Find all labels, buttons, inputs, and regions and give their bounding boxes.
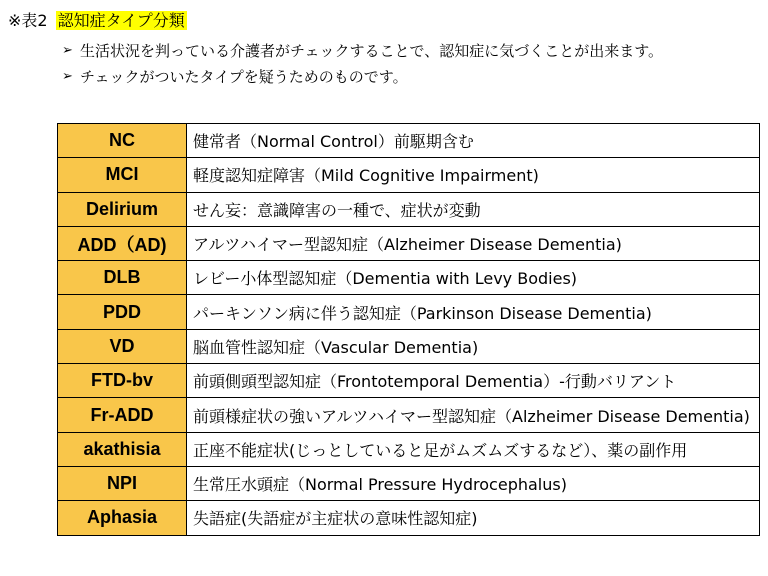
table-row <box>58 466 760 500</box>
table-row <box>58 398 760 432</box>
type-description: 健常者（Normal Control）前駆期含む <box>187 124 760 158</box>
bullet-list <box>62 38 663 90</box>
type-description: 失語症(失語症が主症状の意味性認知症) <box>187 501 760 535</box>
document-title: 認知症タイプ分類 <box>57 11 185 30</box>
type-abbreviation: ADD（AD) <box>58 226 187 260</box>
table-row <box>58 329 760 363</box>
type-abbreviation: NC <box>58 124 187 158</box>
type-abbreviation: NPI <box>58 466 187 500</box>
type-abbreviation: Fr-ADD <box>58 398 187 432</box>
type-description: アルツハイマー型認知症（Alzheimer Disease Dementia) <box>187 226 760 260</box>
table-row <box>58 192 760 226</box>
type-description: 正座不能症状(じっとしていると足がムズムズするなど）、薬の副作用 <box>187 432 760 466</box>
type-abbreviation: DLB <box>58 261 187 295</box>
type-description: レビー小体型認知症（Dementia with Levy Bodies) <box>187 261 760 295</box>
dementia-type-table <box>57 123 760 536</box>
table-row <box>58 364 760 398</box>
table-row <box>58 432 760 466</box>
bullet-text: チェックがついたタイプを疑うためのものです。 <box>80 68 408 86</box>
table-row <box>58 124 760 158</box>
type-description: 脳血管性認知症（Vascular Dementia) <box>187 329 760 363</box>
table-row <box>58 226 760 260</box>
bullet-text: 生活状況を判っている介護者がチェックすることで、認知症に気づくことが出来ます。 <box>80 42 664 60</box>
type-description: 軽度認知症障害（Mild Cognitive Impairment) <box>187 158 760 192</box>
type-abbreviation: VD <box>58 329 187 363</box>
table-row <box>58 501 760 535</box>
table-number-label: ※表2 <box>8 11 48 30</box>
type-abbreviation: PDD <box>58 295 187 329</box>
type-description: 前頭側頭型認知症（Frontotemporal Dementia）-行動バリアント <box>187 364 760 398</box>
type-description: 前頭様症状の強いアルツハイマー型認知症（Alzheimer Disease Dementia) <box>187 398 760 432</box>
bullet-item <box>62 64 663 90</box>
table-row <box>58 261 760 295</box>
type-abbreviation: FTD-bv <box>58 364 187 398</box>
type-description: 生常圧水頭症（Normal Pressure Hydrocephalus) <box>187 466 760 500</box>
arrow-bullet-icon: ➢ <box>62 43 73 58</box>
arrow-bullet-icon: ➢ <box>62 69 73 84</box>
type-description: パーキンソン病に伴う認知症（Parkinson Disease Dementia) <box>187 295 760 329</box>
document-header <box>8 10 187 32</box>
type-abbreviation: Delirium <box>58 192 187 226</box>
type-abbreviation: Aphasia <box>58 501 187 535</box>
bullet-item <box>62 38 663 64</box>
type-abbreviation: akathisia <box>58 432 187 466</box>
table-row <box>58 295 760 329</box>
type-abbreviation: MCI <box>58 158 187 192</box>
type-description: せん妄：意識障害の一種で、症状が変動 <box>187 192 760 226</box>
table-row <box>58 158 760 192</box>
